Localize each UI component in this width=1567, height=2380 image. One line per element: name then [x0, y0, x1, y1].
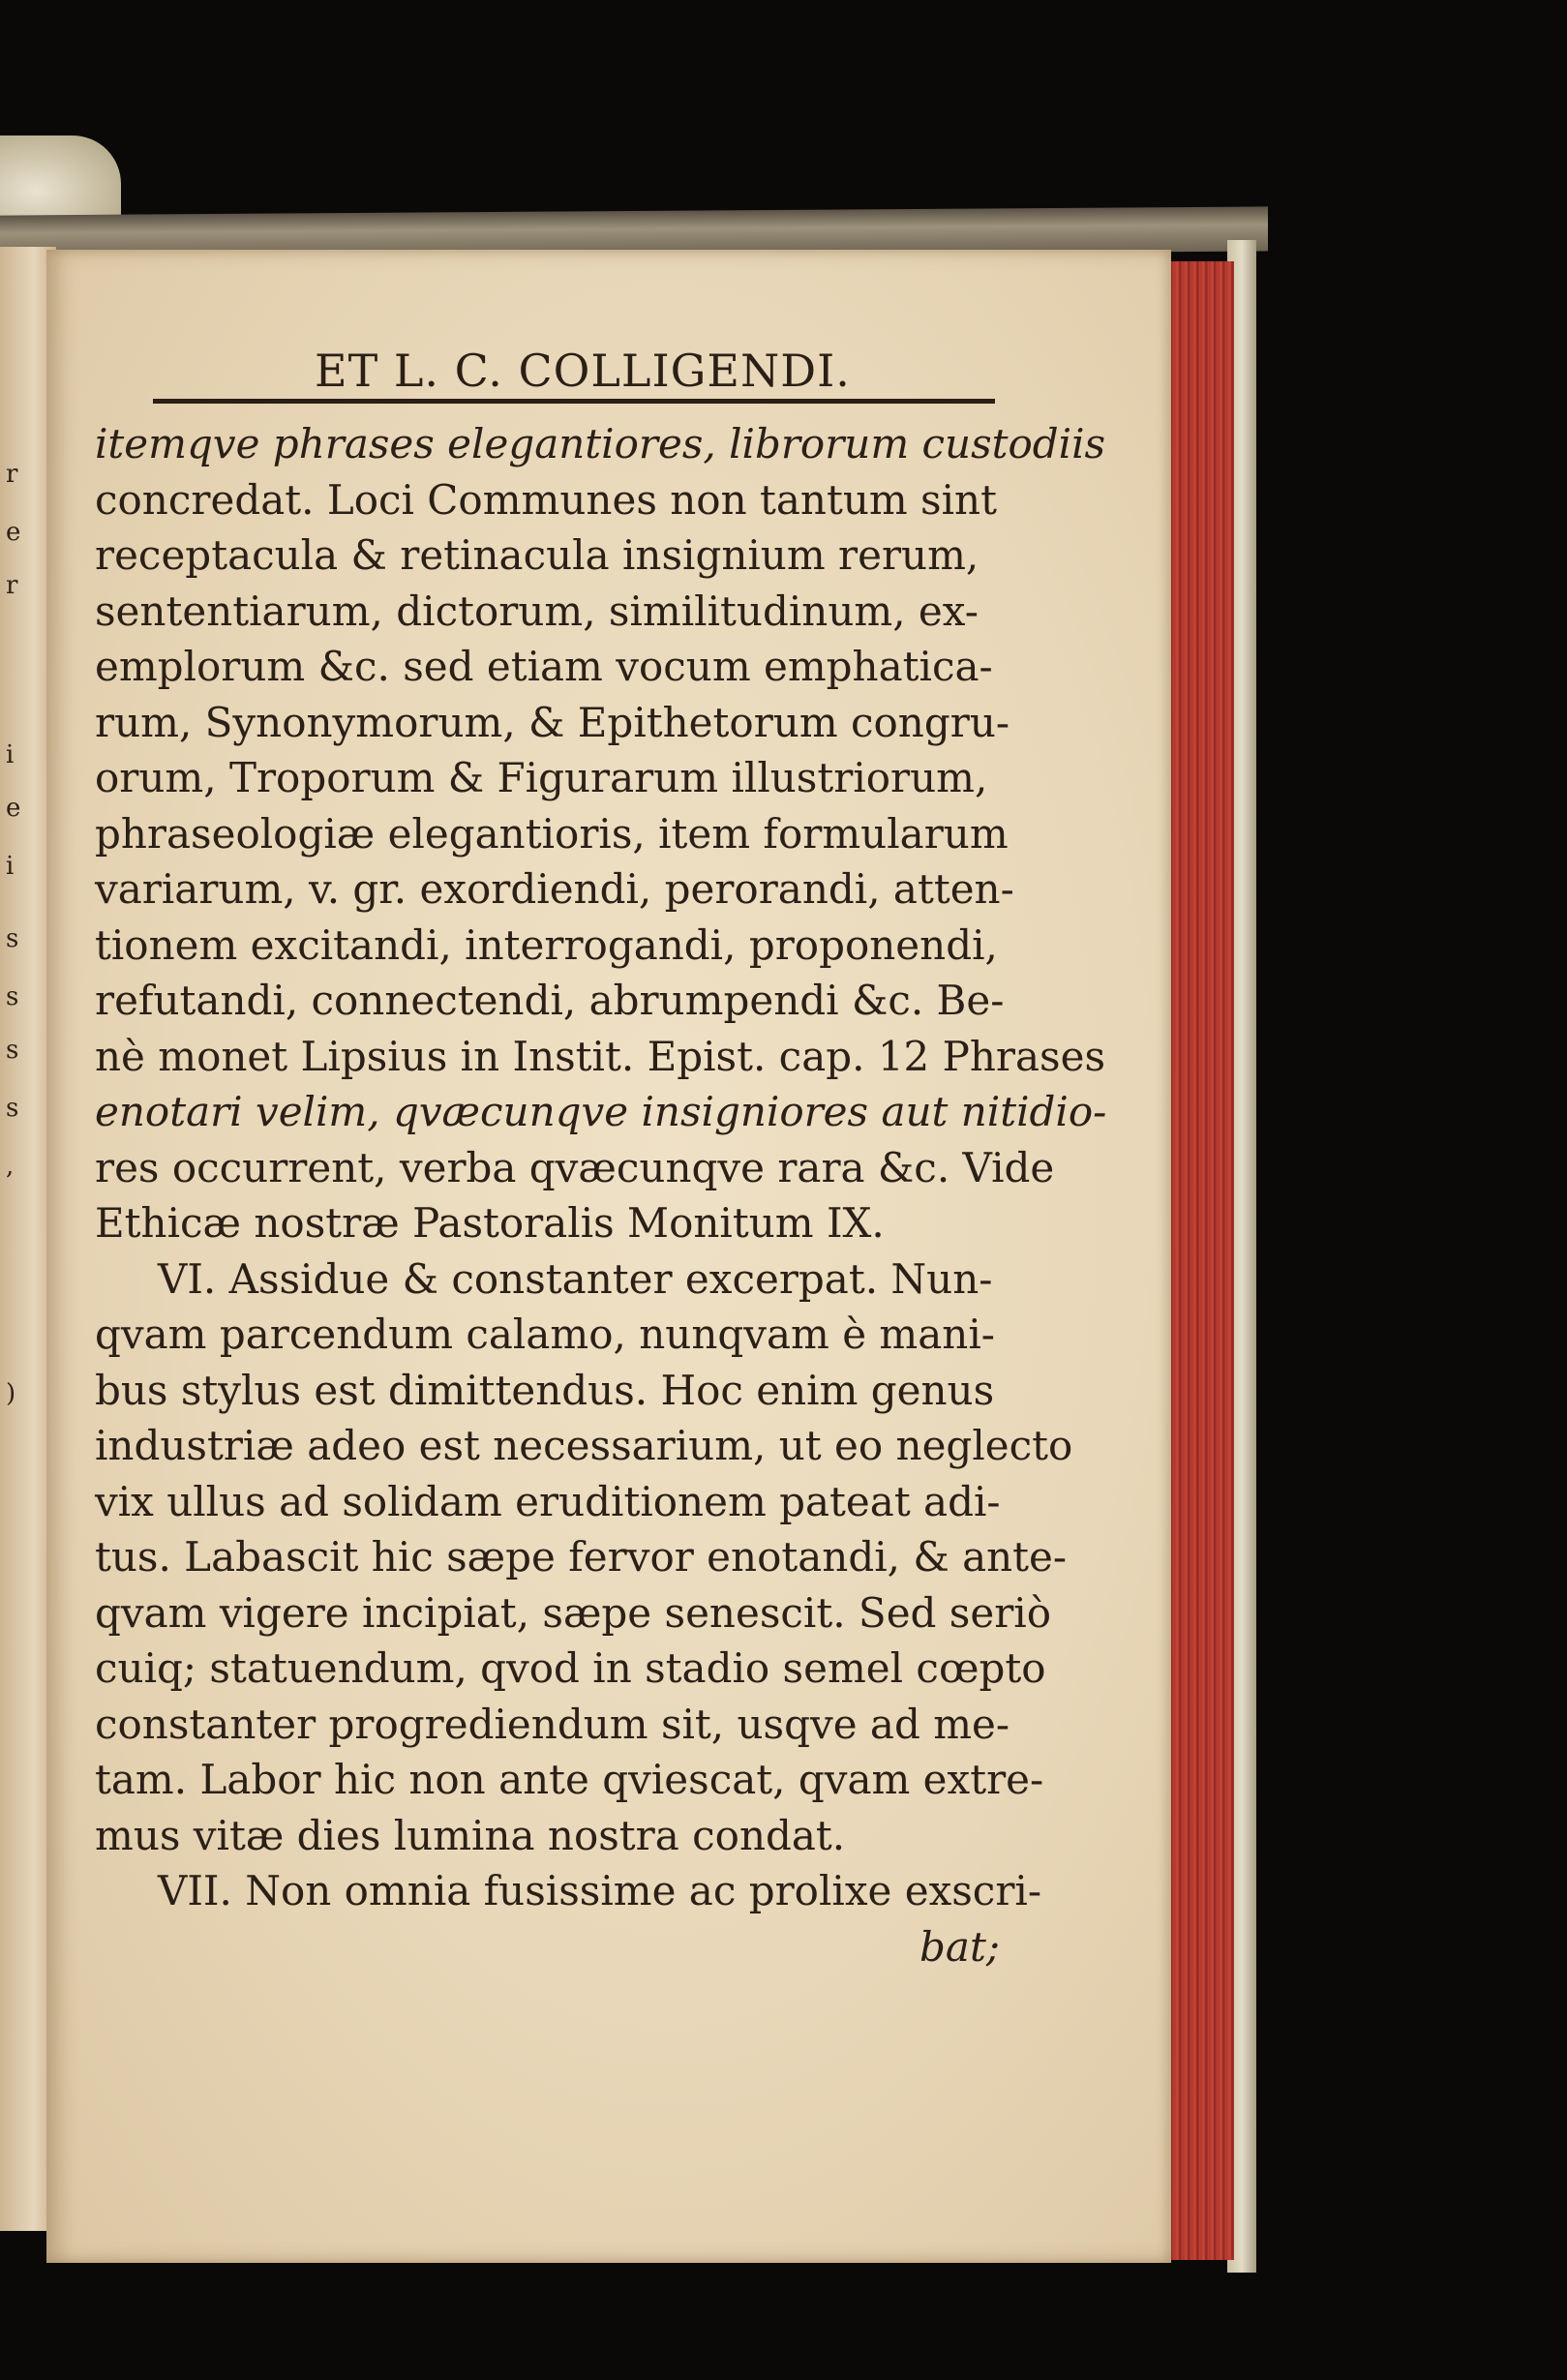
margin-mark: s	[6, 1036, 19, 1065]
text-line: VII. Non omnia fusissime ac prolixe exscri-	[158, 1867, 1042, 1914]
margin-mark: i	[6, 852, 15, 881]
text-line: constanter progrediendum sit, usqve ad me-	[95, 1700, 1010, 1748]
text-line: vix ullus ad solidam eruditionem pateat adi-	[95, 1477, 1001, 1525]
catchword: bat;	[919, 1922, 1000, 1971]
text-line: enotari velim, qvæcunqve insigniores aut nitidio-	[95, 1088, 1107, 1135]
text-line: concredat. Loci Communes non tantum sint	[95, 475, 997, 524]
text-line: tus. Labascit hic sæpe fervor enotandi, & ante-	[95, 1533, 1068, 1581]
text-line: qvam vigere incipiat, sæpe senescit. Sed seriò	[95, 1588, 1051, 1637]
thumb	[0, 136, 121, 227]
text-line: rum, Synonymorum, & Epithetorum congru-	[95, 698, 1010, 746]
text-line: emplorum &c. sed etiam vocum emphatica-	[95, 643, 993, 690]
text-line: tam. Labor hic non ante qviescat, qvam extre-	[95, 1756, 1044, 1803]
text-line: phraseologiæ elegantioris, item formularum	[95, 809, 1009, 858]
text-line: variarum, v. gr. exordiendi, perorandi, atten-	[95, 865, 1014, 913]
text-line: res occurrent, verba qvæcunqve rara &c. Vide	[95, 1143, 1055, 1191]
text-line: orum, Troporum & Figurarum illustriorum,	[95, 754, 988, 801]
head-rule	[153, 399, 995, 404]
margin-mark: r	[6, 460, 18, 489]
margin-mark: s	[6, 924, 19, 953]
margin-mark: )	[6, 1379, 16, 1408]
text-line: cuiq; statuendum, qvod in stadio semel cœpto	[95, 1644, 1046, 1692]
text-line: VI. Assidue & constanter excerpat. Nun-	[158, 1254, 993, 1303]
margin-mark: r	[6, 571, 18, 600]
running-head: ET L. C. COLLIGENDI.	[315, 345, 851, 397]
margin-mark: e	[6, 518, 21, 547]
margin-mark: i	[6, 740, 15, 769]
margin-mark: s	[6, 982, 19, 1011]
text-line: sententiarum, dictorum, similitudinum, ex-	[95, 587, 979, 635]
text-line: mus vitæ dies lumina nostra condat.	[95, 1811, 846, 1859]
text-line: nè monet Lipsius in Instit. Epist. cap. 12 Phrases	[95, 1032, 1106, 1080]
text-line: industriæ adeo est necessarium, ut eo neglecto	[95, 1422, 1073, 1469]
text-line: refutandi, connectendi, abrumpendi &c. Be-	[95, 977, 1005, 1024]
margin-mark: ,	[6, 1152, 15, 1181]
text-line: bus stylus est dimittendus. Hoc enim genus	[95, 1366, 995, 1414]
text-line: qvam parcendum calamo, nunqvam è mani-	[95, 1311, 995, 1358]
margin-mark: s	[6, 1094, 19, 1123]
body-text	[95, 416, 1107, 1974]
margin-mark: e	[6, 794, 21, 823]
text-line: Ethicæ nostræ Pastoralis Monitum IX.	[95, 1199, 885, 1247]
text-line: receptacula & retinacula insignium rerum,	[95, 531, 979, 579]
text-line: tionem excitandi, interrogandi, proponendi,	[95, 920, 998, 969]
text-line: itemqve phrases elegantiores, librorum custodiis	[95, 420, 1106, 467]
